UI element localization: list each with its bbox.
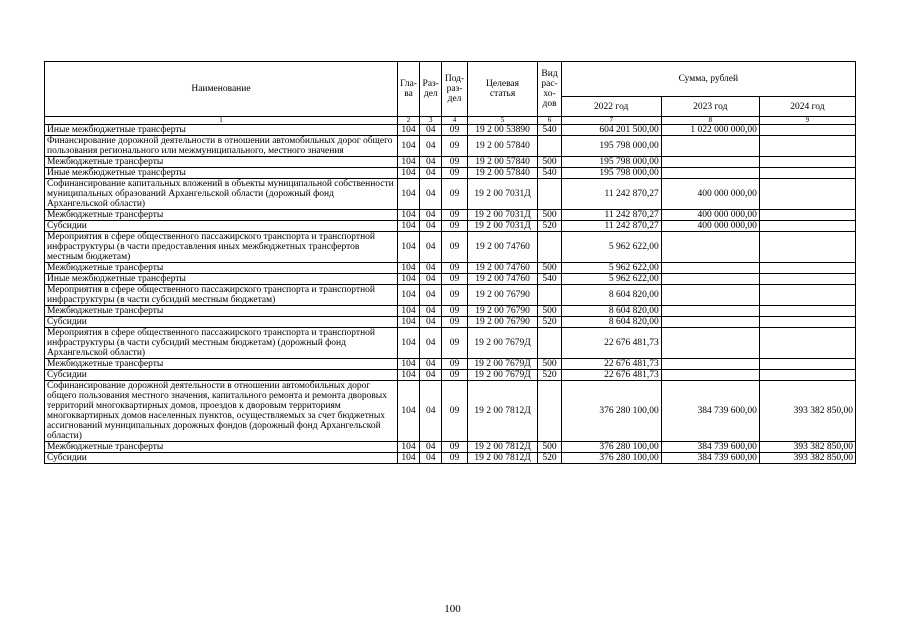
- row-target-code: 19 2 00 76790: [467, 285, 538, 306]
- column-number-row: [45, 117, 856, 125]
- row-razdel: 04: [420, 453, 442, 464]
- row-name: Софинансирование дорожной деятельности в отношении автомобильных дорог общего пользования местного значения, капитального ремонта и ремонта дворовых территорий многоквартирных домов, проездов к дворовым территориям многоквартирных домов населенных пунктов, осуществляемых за счет бюджетных ассигнований муниципальных дорожных фондов (дорожный фонд Архангельской области): [45, 381, 398, 442]
- row-name: Межбюджетные трансферты: [45, 442, 398, 453]
- row-name: Межбюджетные трансферты: [45, 263, 398, 274]
- row-sum-2024: [759, 210, 855, 221]
- row-vid: 500: [538, 157, 561, 168]
- row-sum-2023: [661, 317, 759, 328]
- row-vid: [538, 328, 561, 359]
- row-podrazdel: 09: [442, 453, 467, 464]
- row-sum-2023: [661, 359, 759, 370]
- row-razdel: 04: [420, 168, 442, 179]
- row-glava: 104: [397, 381, 419, 442]
- header-glava: Гла- ва: [397, 62, 419, 117]
- row-glava: 104: [397, 328, 419, 359]
- row-razdel: 04: [420, 157, 442, 168]
- row-glava: 104: [397, 179, 419, 210]
- row-target-code: 19 2 00 7031Д: [467, 179, 538, 210]
- row-sum-2022: 604 201 500,00: [561, 125, 661, 136]
- row-razdel: 04: [420, 263, 442, 274]
- row-sum-2022: 8 604 820,00: [561, 285, 661, 306]
- row-sum-2022: 5 962 622,00: [561, 232, 661, 263]
- row-razdel: 04: [420, 381, 442, 442]
- row-razdel: 04: [420, 442, 442, 453]
- header-year-2022: 2022 год: [561, 97, 661, 117]
- row-sum-2023: 400 000 000,00: [661, 221, 759, 232]
- row-podrazdel: 09: [442, 359, 467, 370]
- row-vid: [538, 285, 561, 306]
- row-sum-2024: [759, 263, 855, 274]
- row-glava: 104: [397, 285, 419, 306]
- row-name: Иные межбюджетные трансферты: [45, 274, 398, 285]
- row-sum-2023: 384 739 600,00: [661, 442, 759, 453]
- row-glava: 104: [397, 210, 419, 221]
- table-row: [45, 210, 856, 221]
- table-row: [45, 359, 856, 370]
- row-sum-2022: 195 798 000,00: [561, 157, 661, 168]
- row-target-code: 19 2 00 7031Д: [467, 210, 538, 221]
- row-sum-2024: [759, 125, 855, 136]
- table-row: [45, 168, 856, 179]
- column-number: 3: [420, 117, 442, 125]
- row-name: Мероприятия в сфере общественного пассажирского транспорта и транспортной инфраструктуры (в части предоставления иных межбюджетных трансфертов местным бюджетам): [45, 232, 398, 263]
- row-name: Софинансирование капитальных вложений в объекты муниципальной собственности муниципальных образований Архангельской области (дорожный фонд Архангельской области): [45, 179, 398, 210]
- row-razdel: 04: [420, 221, 442, 232]
- row-vid: 540: [538, 274, 561, 285]
- row-name: Межбюджетные трансферты: [45, 359, 398, 370]
- table-row: [45, 274, 856, 285]
- row-sum-2023: [661, 274, 759, 285]
- column-number: 1: [45, 117, 398, 125]
- row-sum-2024: 393 382 850,00: [759, 442, 855, 453]
- row-podrazdel: 09: [442, 179, 467, 210]
- table-row: [45, 306, 856, 317]
- table-row: [45, 125, 856, 136]
- table-row: [45, 136, 856, 157]
- row-sum-2022: 195 798 000,00: [561, 136, 661, 157]
- row-razdel: 04: [420, 274, 442, 285]
- row-target-code: 19 2 00 57840: [467, 157, 538, 168]
- row-sum-2023: 384 739 600,00: [661, 381, 759, 442]
- row-name: Субсидии: [45, 453, 398, 464]
- table-row: [45, 232, 856, 263]
- row-podrazdel: 09: [442, 232, 467, 263]
- row-sum-2023: 400 000 000,00: [661, 179, 759, 210]
- row-vid: 520: [538, 370, 561, 381]
- row-sum-2022: 11 242 870,27: [561, 179, 661, 210]
- row-vid: 500: [538, 210, 561, 221]
- row-sum-2023: [661, 328, 759, 359]
- row-sum-2023: [661, 232, 759, 263]
- row-vid: 520: [538, 453, 561, 464]
- row-vid: 500: [538, 306, 561, 317]
- row-name: Межбюджетные трансферты: [45, 157, 398, 168]
- row-sum-2022: 376 280 100,00: [561, 453, 661, 464]
- row-vid: 540: [538, 168, 561, 179]
- column-number: 2: [397, 117, 419, 125]
- row-vid: [538, 179, 561, 210]
- table-row: [45, 453, 856, 464]
- header-sum: Сумма, рублей: [561, 62, 855, 97]
- row-sum-2022: 5 962 622,00: [561, 263, 661, 274]
- row-target-code: 19 2 00 57840: [467, 168, 538, 179]
- row-sum-2022: 376 280 100,00: [561, 381, 661, 442]
- row-sum-2024: [759, 157, 855, 168]
- row-sum-2024: [759, 232, 855, 263]
- column-number: 9: [759, 117, 855, 125]
- table-row: [45, 317, 856, 328]
- row-sum-2022: 11 242 870,27: [561, 221, 661, 232]
- row-target-code: 19 2 00 74760: [467, 232, 538, 263]
- header-year-2024: 2024 год: [759, 97, 855, 117]
- row-razdel: 04: [420, 179, 442, 210]
- row-sum-2023: [661, 136, 759, 157]
- row-razdel: 04: [420, 136, 442, 157]
- table-row: [45, 370, 856, 381]
- row-sum-2024: 393 382 850,00: [759, 453, 855, 464]
- row-target-code: 19 2 00 76790: [467, 317, 538, 328]
- row-glava: 104: [397, 359, 419, 370]
- header-target: Целевая статья: [467, 62, 538, 117]
- row-name: Субсидии: [45, 317, 398, 328]
- row-sum-2024: [759, 359, 855, 370]
- column-number: 5: [467, 117, 538, 125]
- row-razdel: 04: [420, 125, 442, 136]
- row-podrazdel: 09: [442, 157, 467, 168]
- row-razdel: 04: [420, 328, 442, 359]
- row-vid: 520: [538, 221, 561, 232]
- row-sum-2024: [759, 221, 855, 232]
- row-sum-2024: [759, 179, 855, 210]
- row-sum-2024: [759, 370, 855, 381]
- row-podrazdel: 09: [442, 210, 467, 221]
- row-vid: [538, 232, 561, 263]
- row-sum-2022: 5 962 622,00: [561, 274, 661, 285]
- table-row: [45, 179, 856, 210]
- row-target-code: 19 2 00 7031Д: [467, 221, 538, 232]
- row-vid: 520: [538, 317, 561, 328]
- row-sum-2024: [759, 328, 855, 359]
- row-name: Субсидии: [45, 221, 398, 232]
- row-glava: 104: [397, 274, 419, 285]
- row-podrazdel: 09: [442, 285, 467, 306]
- row-target-code: 19 2 00 7679Д: [467, 359, 538, 370]
- row-podrazdel: 09: [442, 168, 467, 179]
- row-podrazdel: 09: [442, 125, 467, 136]
- row-sum-2022: 376 280 100,00: [561, 442, 661, 453]
- row-glava: 104: [397, 168, 419, 179]
- row-podrazdel: 09: [442, 136, 467, 157]
- column-number: 6: [538, 117, 561, 125]
- row-sum-2024: 393 382 850,00: [759, 381, 855, 442]
- row-podrazdel: 09: [442, 317, 467, 328]
- row-sum-2023: [661, 370, 759, 381]
- row-sum-2022: 22 676 481,73: [561, 328, 661, 359]
- table-row: [45, 221, 856, 232]
- row-target-code: 19 2 00 7679Д: [467, 370, 538, 381]
- row-name: Субсидии: [45, 370, 398, 381]
- row-sum-2022: 195 798 000,00: [561, 168, 661, 179]
- row-podrazdel: 09: [442, 306, 467, 317]
- row-vid: [538, 136, 561, 157]
- table-row: [45, 442, 856, 453]
- row-glava: 104: [397, 136, 419, 157]
- row-razdel: 04: [420, 317, 442, 328]
- row-sum-2024: [759, 168, 855, 179]
- row-vid: 500: [538, 359, 561, 370]
- table-row: [45, 328, 856, 359]
- row-glava: 104: [397, 232, 419, 263]
- row-podrazdel: 09: [442, 221, 467, 232]
- row-target-code: 19 2 00 53890: [467, 125, 538, 136]
- row-podrazdel: 09: [442, 274, 467, 285]
- row-podrazdel: 09: [442, 381, 467, 442]
- row-podrazdel: 09: [442, 263, 467, 274]
- row-sum-2023: [661, 168, 759, 179]
- row-name: Межбюджетные трансферты: [45, 306, 398, 317]
- row-vid: [538, 381, 561, 442]
- row-sum-2024: [759, 136, 855, 157]
- row-podrazdel: 09: [442, 370, 467, 381]
- row-glava: 104: [397, 306, 419, 317]
- row-name: Иные межбюджетные трансферты: [45, 168, 398, 179]
- table-row: [45, 381, 856, 442]
- row-podrazdel: 09: [442, 442, 467, 453]
- row-razdel: 04: [420, 232, 442, 263]
- row-sum-2023: 400 000 000,00: [661, 210, 759, 221]
- row-razdel: 04: [420, 210, 442, 221]
- column-number: 4: [442, 117, 467, 125]
- row-sum-2022: 22 676 481,73: [561, 359, 661, 370]
- header-year-2023: 2023 год: [661, 97, 759, 117]
- row-sum-2022: 8 604 820,00: [561, 306, 661, 317]
- row-razdel: 04: [420, 306, 442, 317]
- row-sum-2023: [661, 306, 759, 317]
- table-row: [45, 263, 856, 274]
- row-name: Мероприятия в сфере общественного пассажирского транспорта и транспортной инфраструктуры (в части субсидий местным бюджетам) (дорожный фонд Архангельской области): [45, 328, 398, 359]
- row-name: Межбюджетные трансферты: [45, 210, 398, 221]
- row-name: Иные межбюджетные трансферты: [45, 125, 398, 136]
- row-sum-2024: [759, 274, 855, 285]
- row-target-code: 19 2 00 74760: [467, 263, 538, 274]
- row-sum-2023: 1 022 000 000,00: [661, 125, 759, 136]
- row-target-code: 19 2 00 76790: [467, 306, 538, 317]
- column-number: 7: [561, 117, 661, 125]
- row-sum-2022: 8 604 820,00: [561, 317, 661, 328]
- row-sum-2022: 11 242 870,27: [561, 210, 661, 221]
- row-glava: 104: [397, 317, 419, 328]
- row-sum-2023: [661, 157, 759, 168]
- row-glava: 104: [397, 263, 419, 274]
- row-sum-2023: [661, 263, 759, 274]
- header-razdel: Раз- дел: [420, 62, 442, 117]
- row-razdel: 04: [420, 285, 442, 306]
- row-vid: 500: [538, 442, 561, 453]
- row-sum-2022: 22 676 481,73: [561, 370, 661, 381]
- row-name: Мероприятия в сфере общественного пассажирского транспорта и транспортной инфраструктуры (в части субсидий местным бюджетам): [45, 285, 398, 306]
- header-name: Наименование: [45, 62, 398, 117]
- table-row: [45, 285, 856, 306]
- row-glava: 104: [397, 370, 419, 381]
- row-target-code: 19 2 00 7812Д: [467, 442, 538, 453]
- column-number: 8: [661, 117, 759, 125]
- row-target-code: 19 2 00 7812Д: [467, 381, 538, 442]
- header-vid: Вид рас- хо- дов: [538, 62, 561, 117]
- row-razdel: 04: [420, 359, 442, 370]
- row-glava: 104: [397, 157, 419, 168]
- header-podrazdel: Под- раз- дел: [442, 62, 467, 117]
- row-vid: 500: [538, 263, 561, 274]
- page-number: 100: [444, 603, 461, 615]
- row-podrazdel: 09: [442, 328, 467, 359]
- row-target-code: 19 2 00 7679Д: [467, 328, 538, 359]
- row-sum-2023: [661, 285, 759, 306]
- row-razdel: 04: [420, 370, 442, 381]
- row-glava: 104: [397, 453, 419, 464]
- row-glava: 104: [397, 125, 419, 136]
- row-sum-2024: [759, 285, 855, 306]
- row-sum-2024: [759, 317, 855, 328]
- budget-table: [44, 61, 856, 464]
- row-vid: 540: [538, 125, 561, 136]
- row-sum-2023: 384 739 600,00: [661, 453, 759, 464]
- row-glava: 104: [397, 221, 419, 232]
- row-target-code: 19 2 00 74760: [467, 274, 538, 285]
- row-sum-2024: [759, 306, 855, 317]
- table-row: [45, 157, 856, 168]
- row-target-code: 19 2 00 57840: [467, 136, 538, 157]
- row-target-code: 19 2 00 7812Д: [467, 453, 538, 464]
- row-glava: 104: [397, 442, 419, 453]
- row-name: Финансирование дорожной деятельности в отношении автомобильных дорог общего пользования регионального или межмуниципального, местного значения: [45, 136, 398, 157]
